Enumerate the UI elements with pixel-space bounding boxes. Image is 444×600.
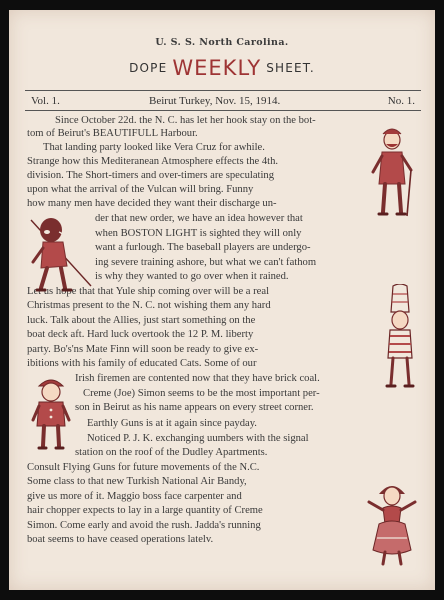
issue-number: No. 1. bbox=[387, 95, 415, 107]
masthead-left: DOPE bbox=[129, 61, 168, 75]
body-line: luck. Talk about the Allies, just start something on the bbox=[27, 315, 256, 326]
dateline: Beirut Turkey, Nov. 15, 1914. bbox=[149, 95, 281, 107]
body-line: ibitions with his family of educated Cats. Some of our bbox=[27, 358, 257, 369]
body-line: Earthly Guns is at it again since payday. bbox=[87, 418, 257, 429]
child-in-cap-illustration bbox=[31, 374, 71, 454]
body-line: boat deck aft. Hard luck overtook the 12 P. M. liberty bbox=[27, 329, 254, 340]
masthead-title: WEEKLY bbox=[172, 56, 262, 80]
body-line: station on the roof of the Dudley Apartments. bbox=[75, 447, 268, 458]
masthead bbox=[9, 56, 435, 80]
body-line: is why they wanted to go over when it rained. bbox=[95, 271, 289, 282]
body-line: Consult Flying Guns for future movements of the N.C. bbox=[27, 462, 260, 473]
body-line: how many men have decided they want their discharge un- bbox=[27, 198, 277, 209]
body-line: boat seems to have ceased operations latelv. bbox=[27, 534, 214, 545]
body-line: Strange how this Mediteranean Atmosphere effects the 4th. bbox=[27, 156, 279, 167]
body-line: Christmas present to the N. C. not wishing them any hard bbox=[27, 300, 271, 311]
newsletter-document bbox=[9, 10, 435, 590]
body-line: give us more of it. Maggio boss face carpenter and bbox=[27, 491, 242, 502]
body-line: ing severe training ashore, but what we can't fathom bbox=[95, 257, 317, 268]
masthead-right: SHEET. bbox=[266, 61, 315, 75]
issue-info bbox=[27, 95, 419, 109]
body-line: Since October 22d. the N. C. has let her hook stay on the bot- bbox=[55, 115, 316, 126]
dancer-figure-illustration bbox=[365, 480, 419, 566]
body-line: want a furlough. The baseball players are undergo- bbox=[95, 242, 311, 253]
body-line: hair chopper expects to lay in a large quantity of Creme bbox=[27, 505, 263, 516]
body-line: Creme (Joe) Simon seems to be the most important per- bbox=[83, 388, 320, 399]
tall-hat-figure-illustration bbox=[379, 284, 421, 392]
sailor-with-cane-illustration bbox=[367, 126, 417, 222]
body-line: Some class to that new Turkish National Air Bandy, bbox=[27, 476, 247, 487]
newsletter-page bbox=[9, 10, 435, 590]
body-line: tom of Beirut's BEAUTIFULL Harbour. bbox=[27, 128, 198, 139]
ship-name: U. S. S. North Carolina. bbox=[155, 37, 289, 48]
body-line: Irish firemen are contented now that they have brick coal. bbox=[75, 373, 320, 384]
body-line: division. The Short-timers and over-timers are speculating bbox=[27, 170, 275, 181]
body-line: when BOSTON LIGHT is sighted they will only bbox=[95, 228, 302, 239]
body-line: That landing party looked like Vera Cruz for awhile. bbox=[43, 142, 265, 153]
body-line: Let us hope that that Yule ship coming over will be a real bbox=[27, 286, 270, 297]
top-rule bbox=[25, 90, 421, 91]
boy-with-pole-illustration bbox=[29, 210, 93, 296]
body-line: upon what the arrival of the Vulcan will bring. Funny bbox=[27, 184, 254, 195]
volume-label: Vol. 1. bbox=[31, 95, 60, 107]
body-line: Noticed P. J. K. exchanging uumbers with the signal bbox=[87, 433, 309, 444]
body-line: party. Bo's'ns Mate Finn will soon be ready to give ex- bbox=[27, 344, 259, 355]
body-line: der that new order, we have an idea however that bbox=[95, 213, 303, 224]
bottom-rule bbox=[25, 110, 421, 111]
body-line: son in Beirut as his name appears on every street corner. bbox=[75, 402, 314, 413]
body-line: Simon. Come early and avoid the rush. Jadda's running bbox=[27, 520, 261, 531]
